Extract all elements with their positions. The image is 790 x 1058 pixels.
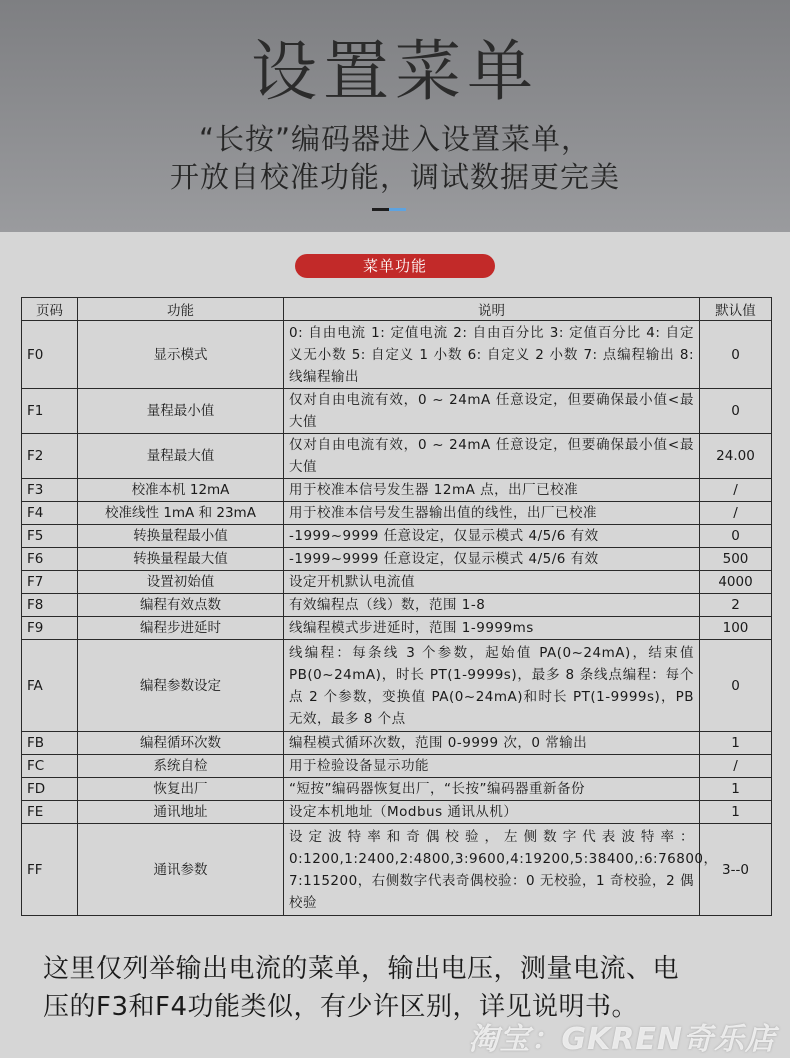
cell-page-code: FC (22, 755, 78, 778)
table-row (22, 640, 772, 732)
cell-function: 恢复出厂 (78, 778, 284, 801)
decorative-divider (372, 208, 406, 211)
header-banner (0, 0, 790, 232)
table-row (22, 548, 772, 571)
table-row (22, 321, 772, 389)
header-description: 说明 (284, 298, 700, 321)
subtitle-line-2: 开放自校准功能，调试数据更完美 (169, 160, 620, 194)
cell-page-code: F9 (22, 617, 78, 640)
cell-page-code: F2 (22, 434, 78, 479)
cell-description: 编程模式循环次数，范围 0-9999 次，0 常输出 (284, 732, 700, 755)
cell-function: 编程循环次数 (78, 732, 284, 755)
cell-function: 校准本机 12mA (78, 479, 284, 502)
table-row (22, 502, 772, 525)
cell-function: 系统自检 (78, 755, 284, 778)
cell-function: 转换量程最大值 (78, 548, 284, 571)
cell-default: 4000 (700, 571, 772, 594)
cell-default: 0 (700, 640, 772, 732)
table-row (22, 617, 772, 640)
table-header-row (22, 298, 772, 321)
cell-default: 1 (700, 801, 772, 824)
table-row (22, 525, 772, 548)
cell-function: 编程有效点数 (78, 594, 284, 617)
header-default: 默认值 (700, 298, 772, 321)
cell-default: 1 (700, 778, 772, 801)
cell-default: 0 (700, 389, 772, 434)
cell-page-code: F7 (22, 571, 78, 594)
cell-function: 显示模式 (78, 321, 284, 389)
cell-function: 通讯地址 (78, 801, 284, 824)
cell-function: 设置初始值 (78, 571, 284, 594)
cell-function: 转换量程最小值 (78, 525, 284, 548)
table-row (22, 732, 772, 755)
header-page-code: 页码 (22, 298, 78, 321)
cell-default: 1 (700, 732, 772, 755)
cell-description: 线编程：每条线 3 个参数，起始值 PA(0~24mA)，结束值 PB(0~24mA)，时长 PT(1-9999s)，最多 8 条线点编程：每个点 2 个参数，变换值 PA(0~24mA)和时长 PT(1-9999s)，PB 无效，最多 8 个点 (284, 640, 700, 732)
cell-description: -1999~9999 任意设定，仅显示模式 4/5/6 有效 (284, 548, 700, 571)
cell-page-code: FB (22, 732, 78, 755)
cell-page-code: F0 (22, 321, 78, 389)
cell-default: 2 (700, 594, 772, 617)
cell-default: 500 (700, 548, 772, 571)
cell-default: 0 (700, 321, 772, 389)
cell-function: 量程最大值 (78, 434, 284, 479)
cell-function: 编程参数设定 (78, 640, 284, 732)
table-row (22, 801, 772, 824)
cell-page-code: F4 (22, 502, 78, 525)
cell-description: 有效编程点（线）数，范围 1-8 (284, 594, 700, 617)
cell-default: 3--0 (700, 824, 772, 916)
cell-page-code: FA (22, 640, 78, 732)
footer-note-line-2: 压的F3和F4功能类似，有少许区别，详见说明书。 (43, 992, 638, 1022)
cell-page-code: F3 (22, 479, 78, 502)
table-row (22, 594, 772, 617)
table-row (22, 824, 772, 916)
cell-description: 线编程模式步进延时，范围 1-9999ms (284, 617, 700, 640)
cell-function: 通讯参数 (78, 824, 284, 916)
footer-note-line-1: 这里仅列举输出电流的菜单，输出电压，测量电流、电 (43, 954, 680, 984)
cell-function: 编程步进延时 (78, 617, 284, 640)
cell-description: 设定波特率和奇偶校验，左侧数字代表波特率：0:1200,1:2400,2:4800,3:9600,4:19200,5:38400,:6:76800，7:115200，右侧数字代表奇偶校验：0 无校验，1 奇校验，2 偶校验 (284, 824, 700, 916)
cell-page-code: F6 (22, 548, 78, 571)
cell-description: “短按”编码器恢复出厂，“长按”编码器重新备份 (284, 778, 700, 801)
table-row (22, 479, 772, 502)
cell-page-code: FF (22, 824, 78, 916)
cell-default: / (700, 479, 772, 502)
cell-description: -1999~9999 任意设定，仅显示模式 4/5/6 有效 (284, 525, 700, 548)
section-badge: 菜单功能 (295, 254, 495, 278)
cell-page-code: F5 (22, 525, 78, 548)
cell-function: 校准线性 1mA 和 23mA (78, 502, 284, 525)
header-function: 功能 (78, 298, 284, 321)
cell-page-code: FE (22, 801, 78, 824)
page-title: 设置菜单 (251, 33, 539, 110)
table-row (22, 571, 772, 594)
table-row (22, 755, 772, 778)
cell-page-code: FD (22, 778, 78, 801)
cell-description: 0: 自由电流 1: 定值电流 2: 自由百分比 3: 定值百分比 4: 自定义无小数 5: 自定义 1 小数 6: 自定义 2 小数 7: 点编程输出 8: 线编程输出 (284, 321, 700, 389)
shop-watermark: 淘宝：GKREN奇乐店 (468, 1022, 776, 1057)
cell-page-code: F1 (22, 389, 78, 434)
cell-default: / (700, 502, 772, 525)
cell-description: 设定开机默认电流值 (284, 571, 700, 594)
cell-description: 仅对自由电流有效，0 ~ 24mA 任意设定，但要确保最小值<最大值 (284, 389, 700, 434)
cell-description: 设定本机地址（Modbus 通讯从机） (284, 801, 700, 824)
cell-description: 用于检验设备显示功能 (284, 755, 700, 778)
cell-default: 100 (700, 617, 772, 640)
table-row (22, 434, 772, 479)
table-row (22, 389, 772, 434)
cell-description: 仅对自由电流有效，0 ~ 24mA 任意设定，但要确保最小值<最大值 (284, 434, 700, 479)
cell-description: 用于校准本信号发生器输出值的线性，出厂已校准 (284, 502, 700, 525)
subtitle-line-1: “长按”编码器进入设置菜单， (198, 122, 592, 156)
menu-function-table (21, 297, 772, 916)
cell-default: / (700, 755, 772, 778)
cell-default: 0 (700, 525, 772, 548)
cell-default: 24.00 (700, 434, 772, 479)
cell-page-code: F8 (22, 594, 78, 617)
cell-description: 用于校准本信号发生器 12mA 点，出厂已校准 (284, 479, 700, 502)
cell-function: 量程最小值 (78, 389, 284, 434)
table-row (22, 778, 772, 801)
